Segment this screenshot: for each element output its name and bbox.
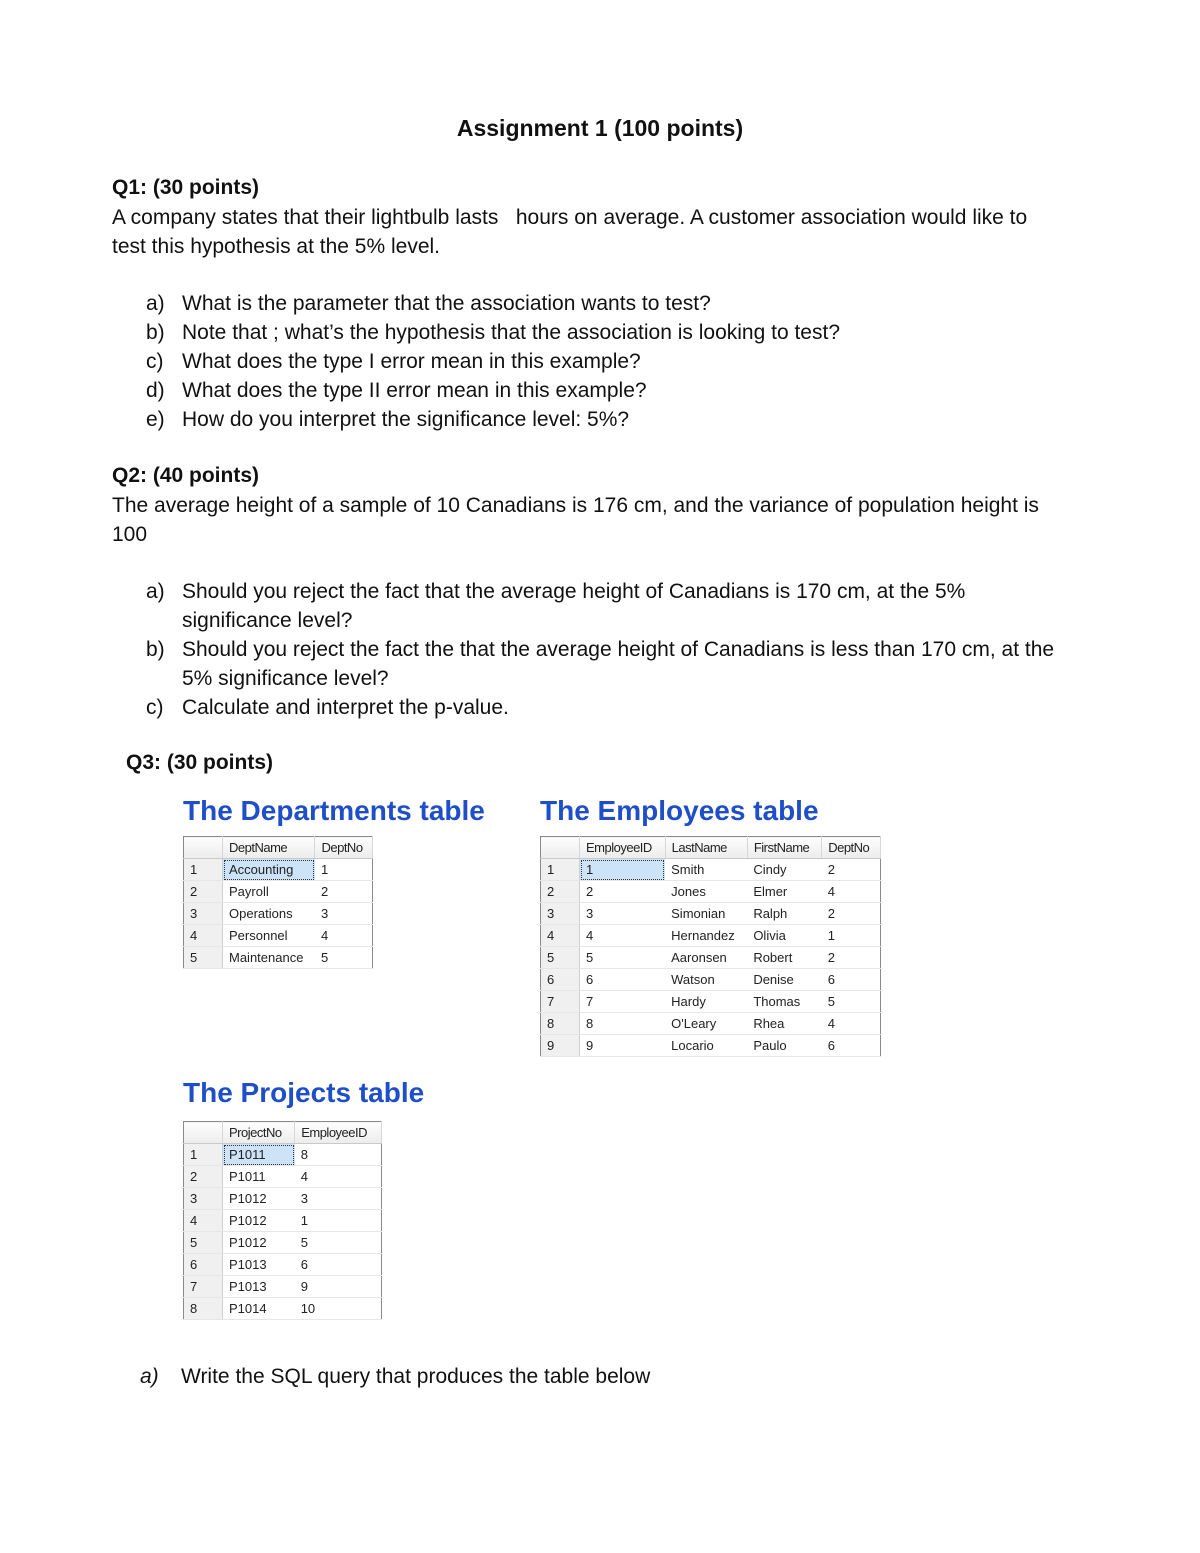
table-cell[interactable]: Rhea	[747, 1013, 821, 1035]
row-number[interactable]: 3	[184, 1188, 223, 1210]
table-row[interactable]	[541, 859, 881, 881]
table-cell[interactable]: Simonian	[665, 903, 747, 925]
table-cell[interactable]: Jones	[665, 881, 747, 903]
table-cell[interactable]: 2	[315, 881, 373, 903]
table-cell[interactable]: Watson	[665, 969, 747, 991]
q3-item-a-marker: a)	[140, 1365, 159, 1388]
q2-intro	[112, 491, 1072, 549]
table-cell[interactable]: 4	[580, 925, 666, 947]
table-cell[interactable]: Smith	[665, 859, 747, 881]
projects-table	[183, 1121, 382, 1320]
table-cell[interactable]: 8	[580, 1013, 666, 1035]
table-cell[interactable]: Aaronsen	[665, 947, 747, 969]
q2-item-b-line1: Should you reject the fact the that the average height of Canadians is less than 170 cm, at the	[182, 638, 1055, 661]
q1-item-e-text: How do you interpret the significance level: 5%?	[182, 408, 630, 431]
departments-table-title: The Departments table	[183, 795, 485, 826]
table-cell[interactable]: O'Leary	[665, 1013, 747, 1035]
table-row[interactable]	[541, 1035, 881, 1057]
table-row[interactable]	[541, 1013, 881, 1035]
table-cell[interactable]: P1014	[223, 1298, 295, 1320]
row-number[interactable]: 8	[184, 1298, 223, 1320]
row-number[interactable]: 7	[184, 1276, 223, 1298]
q2-item-a-line1: Should you reject the fact that the average height of Canadians is 170 cm, at the 5%	[182, 580, 966, 603]
table-cell[interactable]: Hardy	[665, 991, 747, 1013]
row-number[interactable]: 5	[184, 947, 223, 969]
table-row[interactable]	[541, 903, 881, 925]
row-number[interactable]: 5	[541, 947, 580, 969]
table-row[interactable]	[541, 969, 881, 991]
table-cell[interactable]: Accounting	[223, 859, 315, 881]
table-cell[interactable]: 2	[822, 859, 881, 881]
q2-item-b-text	[182, 635, 1092, 693]
table-row[interactable]	[541, 881, 881, 903]
column-header[interactable]: DeptNo	[315, 837, 373, 859]
row-number[interactable]: 7	[541, 991, 580, 1013]
q2-item-b-marker: b)	[146, 638, 165, 661]
q1-heading: Q1: (30 points)	[112, 176, 260, 199]
q1-item-c-text: What does the type I error mean in this example?	[182, 350, 641, 373]
row-number[interactable]: 3	[541, 903, 580, 925]
table-cell[interactable]: Olivia	[747, 925, 821, 947]
table-cell[interactable]: 4	[315, 925, 373, 947]
table-row[interactable]	[184, 1210, 382, 1232]
table-cell[interactable]: P1011	[223, 1144, 295, 1166]
table-cell[interactable]: Robert	[747, 947, 821, 969]
row-number[interactable]: 4	[184, 1210, 223, 1232]
table-cell[interactable]: 9	[295, 1276, 382, 1298]
row-number[interactable]: 3	[184, 903, 223, 925]
table-cell[interactable]: P1012	[223, 1188, 295, 1210]
table-cell[interactable]: P1012	[223, 1210, 295, 1232]
table-cell[interactable]: Denise	[747, 969, 821, 991]
q1-item-e-marker: e)	[146, 408, 165, 431]
table-cell[interactable]: Maintenance	[223, 947, 315, 969]
projects-table-title: The Projects table	[183, 1077, 425, 1108]
table-cell[interactable]: 2	[822, 903, 881, 925]
row-number[interactable]: 6	[184, 1254, 223, 1276]
table-cell[interactable]: 4	[295, 1166, 382, 1188]
row-number[interactable]: 2	[541, 881, 580, 903]
employees-table-title: The Employees table	[540, 795, 819, 826]
q1-item-b	[112, 318, 1092, 347]
table-header-row	[184, 1122, 382, 1144]
table-cell[interactable]: 5	[295, 1232, 382, 1254]
table-cell[interactable]: P1011	[223, 1166, 295, 1188]
table-cell[interactable]: 1	[295, 1210, 382, 1232]
q2-heading: Q2: (40 points)	[112, 464, 260, 487]
q1-item-d-text: What does the type II error mean in this example?	[182, 379, 647, 402]
table-cell[interactable]: 8	[295, 1144, 382, 1166]
q1-list	[112, 289, 1092, 434]
table-cell[interactable]: Hernandez	[665, 925, 747, 947]
q2-item-c-marker: c)	[146, 696, 164, 719]
table-header-row	[184, 837, 373, 859]
q1-item-b-marker: b)	[146, 321, 165, 344]
table-cell[interactable]: 6	[822, 969, 881, 991]
table-cell[interactable]: 7	[580, 991, 666, 1013]
table-row[interactable]	[184, 881, 373, 903]
column-header[interactable]: DeptName	[223, 837, 315, 859]
table-row[interactable]	[541, 991, 881, 1013]
row-number[interactable]: 1	[184, 859, 223, 881]
table-cell[interactable]: 6	[822, 1035, 881, 1057]
q2-item-a-text	[182, 577, 1092, 635]
table-cell[interactable]: 3	[580, 903, 666, 925]
assignment-title: Assignment 1 (100 points)	[456, 115, 744, 141]
table-row[interactable]	[184, 947, 373, 969]
table-cell[interactable]: 5	[315, 947, 373, 969]
q1-item-d-marker: d)	[146, 379, 165, 402]
q2-item-a-line2: significance level?	[182, 609, 353, 632]
q1-item-b-text: Note that ; what’s the hypothesis that the association is looking to test?	[182, 321, 841, 344]
table-header-row	[541, 837, 881, 859]
table-cell[interactable]: 6	[580, 969, 666, 991]
q2-item-b	[112, 635, 1092, 693]
departments-table	[183, 836, 373, 969]
table-cell[interactable]: P1013	[223, 1254, 295, 1276]
table-cell[interactable]: 2	[580, 881, 666, 903]
table-cell[interactable]: 3	[315, 903, 373, 925]
row-number-header[interactable]	[184, 837, 223, 859]
table-cell[interactable]: Paulo	[747, 1035, 821, 1057]
table-cell[interactable]: Operations	[223, 903, 315, 925]
table-cell[interactable]: 1	[315, 859, 373, 881]
q1-item-c-marker: c)	[146, 350, 164, 373]
table-cell[interactable]: 4	[822, 1013, 881, 1035]
table-row[interactable]	[184, 859, 373, 881]
table-cell[interactable]: 3	[295, 1188, 382, 1210]
q1-intro	[112, 203, 1072, 261]
table-row[interactable]	[184, 903, 373, 925]
table-row[interactable]	[184, 1298, 382, 1320]
table-cell[interactable]: Ralph	[747, 903, 821, 925]
q2-item-c	[112, 693, 1092, 722]
row-number[interactable]: 4	[184, 925, 223, 947]
table-row[interactable]	[184, 1254, 382, 1276]
table-row[interactable]	[184, 925, 373, 947]
row-number[interactable]: 4	[541, 925, 580, 947]
table-row[interactable]	[184, 1166, 382, 1188]
q1-intro-line1: A company states that their lightbulb lasts hours on average. A customer association would like to	[112, 206, 1028, 229]
row-number[interactable]: 2	[184, 1166, 223, 1188]
column-header[interactable]: EmployeeID	[580, 837, 666, 859]
q1-item-e	[112, 405, 1092, 434]
q1-item-a	[112, 289, 1092, 318]
q2-intro-line1: The average height of a sample of 10 Canadians is 176 cm, and the variance of population height is	[112, 494, 1039, 517]
table-row[interactable]	[184, 1276, 382, 1298]
row-number[interactable]: 5	[184, 1232, 223, 1254]
q3-item-a	[140, 1365, 650, 1389]
table-cell[interactable]: 10	[295, 1298, 382, 1320]
employees-table	[540, 836, 881, 1057]
table-cell[interactable]: P1012	[223, 1232, 295, 1254]
row-number[interactable]: 9	[541, 1035, 580, 1057]
row-number[interactable]: 2	[184, 881, 223, 903]
q2-item-a-marker: a)	[146, 580, 165, 603]
q2-item-a	[112, 577, 1092, 635]
q2-item-b-line2: 5% significance level?	[182, 667, 389, 690]
table-cell[interactable]: P1013	[223, 1276, 295, 1298]
column-header[interactable]: ProjectNo	[223, 1122, 295, 1144]
table-cell[interactable]: Thomas	[747, 991, 821, 1013]
table-cell[interactable]: 6	[295, 1254, 382, 1276]
q1-item-d	[112, 376, 1092, 405]
table-cell[interactable]: 5	[580, 947, 666, 969]
table-cell[interactable]: Locario	[665, 1035, 747, 1057]
row-number[interactable]: 6	[541, 969, 580, 991]
table-cell[interactable]: Cindy	[747, 859, 821, 881]
column-header[interactable]: DeptNo	[822, 837, 881, 859]
table-cell[interactable]: 1	[580, 859, 666, 881]
q2-list	[112, 577, 1092, 722]
column-header[interactable]: EmployeeID	[295, 1122, 382, 1144]
column-header[interactable]: FirstName	[747, 837, 821, 859]
q1-intro-line2: test this hypothesis at the 5% level.	[112, 235, 441, 258]
q1-item-a-marker: a)	[146, 292, 165, 315]
table-cell[interactable]: 1	[822, 925, 881, 947]
table-cell[interactable]: Personnel	[223, 925, 315, 947]
q1-item-c	[112, 347, 1092, 376]
row-number-header[interactable]	[541, 837, 580, 859]
table-cell[interactable]: 5	[822, 991, 881, 1013]
table-cell[interactable]: 2	[822, 947, 881, 969]
column-header[interactable]: LastName	[665, 837, 747, 859]
table-row[interactable]	[541, 925, 881, 947]
table-cell[interactable]: 4	[822, 881, 881, 903]
q1-item-a-text: What is the parameter that the association wants to test?	[182, 292, 711, 315]
table-row[interactable]	[184, 1232, 382, 1254]
table-row[interactable]	[184, 1188, 382, 1210]
row-number[interactable]: 8	[541, 1013, 580, 1035]
q2-item-c-text: Calculate and interpret the p-value.	[182, 696, 509, 719]
table-cell[interactable]: Elmer	[747, 881, 821, 903]
row-number-header[interactable]	[184, 1122, 223, 1144]
row-number[interactable]: 1	[184, 1144, 223, 1166]
table-row[interactable]	[184, 1144, 382, 1166]
q3-item-a-text: Write the SQL query that produces the table below	[181, 1365, 651, 1388]
row-number[interactable]: 1	[541, 859, 580, 881]
q3-heading: Q3: (30 points)	[126, 751, 274, 774]
q2-intro-line2: 100	[112, 523, 148, 546]
table-cell[interactable]: 9	[580, 1035, 666, 1057]
table-cell[interactable]: Payroll	[223, 881, 315, 903]
table-row[interactable]	[541, 947, 881, 969]
